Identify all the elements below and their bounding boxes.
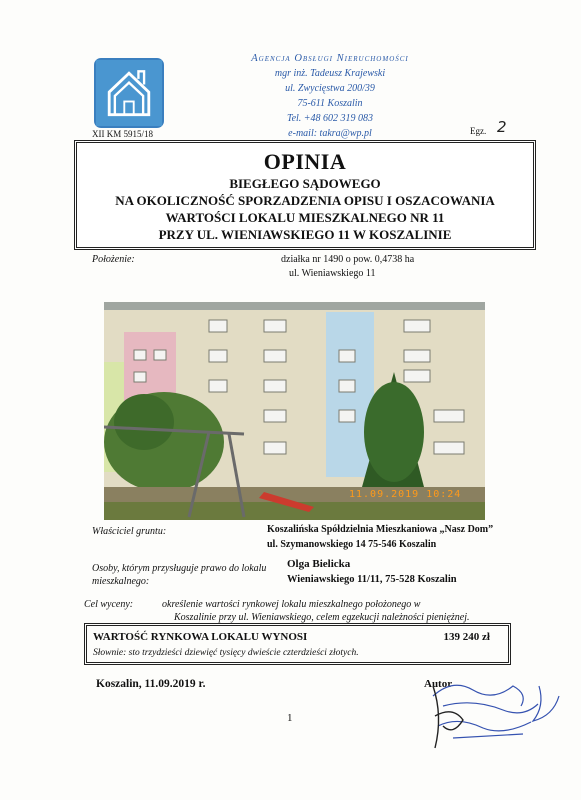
persons-label-1: Osoby, którym przysługuje prawo do lokalu xyxy=(92,563,267,574)
copy-number: 2 xyxy=(497,118,507,136)
agency-name: Agencja Obsługi Nieruchomości xyxy=(251,53,409,64)
purpose-line-1: określenie wartości rynkowej lokalu mieszkalnego położonego w xyxy=(162,599,421,610)
agency-phone: Tel. +48 602 319 083 xyxy=(286,113,374,124)
market-value-amount: 139 240 zł xyxy=(443,631,490,643)
purpose-label: Cel wyceny: xyxy=(84,599,134,610)
copy-label: Egz. xyxy=(470,126,487,136)
market-value-box xyxy=(84,623,511,665)
purpose-line-2: Koszalinie przy ul. Wieniawskiego, celem egzekucji należności pieniężnej. xyxy=(174,612,470,623)
title-line-3: WARTOŚCI LOKALU MIESZKALNEGO NR 11 xyxy=(165,210,445,225)
document-title: OPINIA xyxy=(263,149,347,174)
photo-timestamp: 11.09.2019 10:24 xyxy=(349,489,462,500)
location-parcel: działka nr 1490 o pow. 0,4738 ha xyxy=(281,254,415,265)
location-street: ul. Wieniawskiego 11 xyxy=(289,268,376,279)
agency-city: 75-611 Koszalin xyxy=(297,98,363,109)
document-date: Koszalin, 11.09.2019 r. xyxy=(96,678,206,690)
market-value-label: WARTOŚĆ RYNKOWA LOKALU WYNOSI xyxy=(93,631,308,643)
building-photo xyxy=(104,302,485,520)
title-line-4: PRZY UL. WIENIAWSKIEGO 11 W KOSZALINIE xyxy=(158,227,452,242)
title-line-1: BIEGŁEGO SĄDOWEGO xyxy=(229,176,381,191)
author-label: Autor xyxy=(424,678,453,690)
title-line-2: NA OKOLICZNOŚĆ SPORZADZENIA OPISU I OSZACOWANIA xyxy=(115,193,495,208)
signature-stamp xyxy=(413,676,563,756)
owner-name: Koszalińska Spółdzielnia Mieszkaniowa „Nasz Dom” xyxy=(267,524,494,535)
persons-name: Olga Bielicka xyxy=(287,558,351,570)
persons-address: Wieniawskiego 11/11, 75-528 Koszalin xyxy=(287,574,457,585)
license-number: XII KM 5915/18 xyxy=(92,129,153,139)
persons-label-2: mieszkalnego: xyxy=(92,576,150,587)
page-number: 1 xyxy=(287,712,293,724)
market-value-words: Słownie: sto trzydzieści dziewięć tysięcy dwieście czterdzieści złotych. xyxy=(93,648,359,658)
agency-person: mgr inż. Tadeusz Krajewski xyxy=(274,68,386,79)
agency-street: ul. Zwycięstwa 200/39 xyxy=(285,83,375,94)
agency-email: e-mail: takra@wp.pl xyxy=(288,128,372,139)
house-logo-icon xyxy=(94,58,164,128)
owner-label: Właściciel gruntu: xyxy=(92,526,167,537)
owner-address: ul. Szymanowskiego 14 75-546 Koszalin xyxy=(267,539,437,550)
location-label: Położenie: xyxy=(92,254,135,265)
title-box xyxy=(74,140,536,250)
